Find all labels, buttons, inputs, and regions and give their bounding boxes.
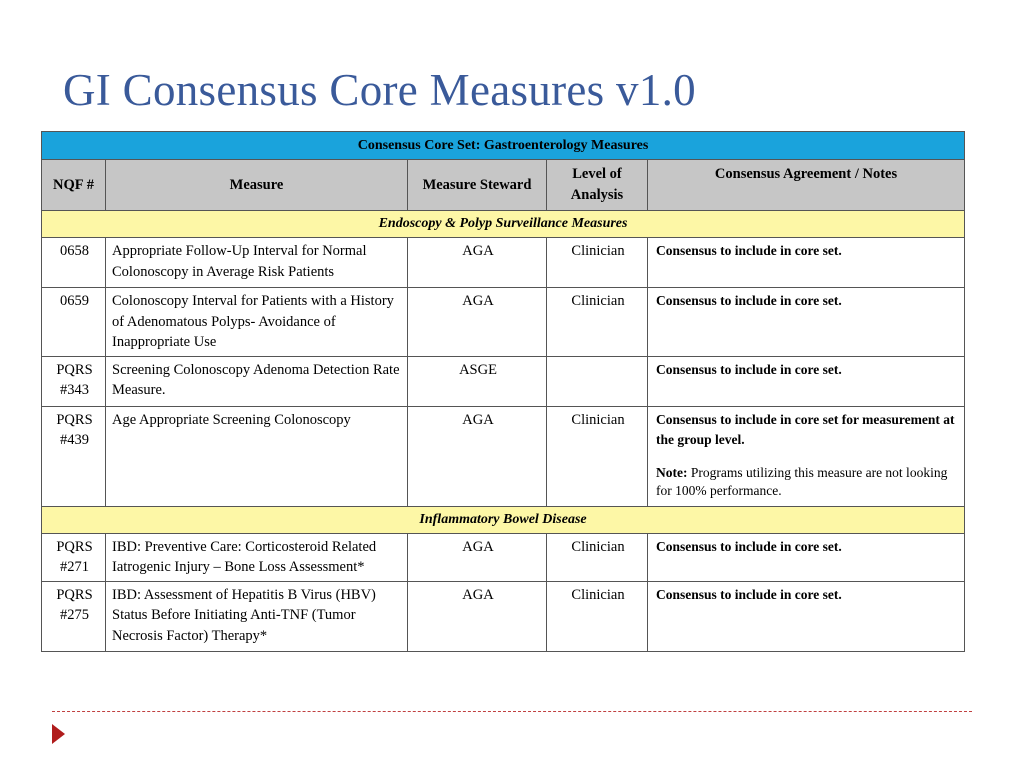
cell-notes bbox=[648, 406, 965, 506]
slide-title: GI Consensus Core Measures v1.0 bbox=[63, 65, 696, 115]
cell-nqf: 0658 bbox=[42, 238, 106, 288]
cell-measure: IBD: Assessment of Hepatitis B Virus (HBV) Status Before Initiating Anti-TNF (Tumor Necrosis Factor) Therapy* bbox=[106, 581, 408, 651]
measures-table bbox=[41, 131, 965, 652]
cell-measure: Age Appropriate Screening Colonoscopy bbox=[106, 406, 408, 506]
cell-measure: IBD: Preventive Care: Corticosteroid Related Iatrogenic Injury – Bone Loss Assessment* bbox=[106, 533, 408, 581]
cell-notes: Consensus to include in core set. bbox=[648, 238, 965, 288]
cell-nqf: PQRS #439 bbox=[42, 406, 106, 506]
section-title: Inflammatory Bowel Disease bbox=[42, 506, 965, 533]
cell-level: Clinician bbox=[547, 238, 648, 288]
table-banner-row bbox=[42, 132, 965, 160]
table-banner: Consensus Core Set: Gastroenterology Measures bbox=[42, 132, 965, 160]
header-notes: Consensus Agreement / Notes bbox=[648, 160, 965, 211]
note-label: Note: bbox=[656, 464, 688, 480]
section-title: Endoscopy & Polyp Surveillance Measures bbox=[42, 211, 965, 238]
cell-nqf: 0659 bbox=[42, 288, 106, 357]
cell-measure: Colonoscopy Interval for Patients with a History of Adenomatous Polyps- Avoidance of Inappropriate Use bbox=[106, 288, 408, 357]
cell-steward: AGA bbox=[408, 581, 547, 651]
cell-nqf: PQRS #275 bbox=[42, 581, 106, 651]
cell-steward: AGA bbox=[408, 288, 547, 357]
table-row bbox=[42, 238, 965, 288]
cell-nqf: PQRS #343 bbox=[42, 356, 106, 406]
table-row bbox=[42, 288, 965, 357]
note-block bbox=[656, 464, 960, 500]
cell-steward: AGA bbox=[408, 533, 547, 581]
cell-measure: Screening Colonoscopy Adenoma Detection Rate Measure. bbox=[106, 356, 408, 406]
column-header-row bbox=[42, 160, 965, 211]
cell-level: Clinician bbox=[547, 581, 648, 651]
table-row bbox=[42, 581, 965, 651]
section-row-endoscopy bbox=[42, 211, 965, 238]
triangle-right-icon bbox=[52, 724, 65, 744]
footer-divider bbox=[52, 711, 972, 712]
cell-level: Clinician bbox=[547, 533, 648, 581]
cell-notes: Consensus to include in core set. bbox=[648, 288, 965, 357]
cell-measure: Appropriate Follow-Up Interval for Normal Colonoscopy in Average Risk Patients bbox=[106, 238, 408, 288]
cell-level: Clinician bbox=[547, 288, 648, 357]
table-row bbox=[42, 356, 965, 406]
cell-level: Clinician bbox=[547, 406, 648, 506]
table-row bbox=[42, 533, 965, 581]
cell-notes: Consensus to include in core set. bbox=[648, 533, 965, 581]
cell-notes: Consensus to include in core set. bbox=[648, 356, 965, 406]
cell-steward: ASGE bbox=[408, 356, 547, 406]
cell-level bbox=[547, 356, 648, 406]
note-text: Programs utilizing this measure are not looking for 100% performance. bbox=[656, 464, 948, 498]
cell-notes: Consensus to include in core set. bbox=[648, 581, 965, 651]
cell-steward: AGA bbox=[408, 238, 547, 288]
header-measure: Measure bbox=[106, 160, 408, 211]
header-nqf: NQF # bbox=[42, 160, 106, 211]
section-row-ibd bbox=[42, 506, 965, 533]
header-steward: Measure Steward bbox=[408, 160, 547, 211]
cell-nqf: PQRS #271 bbox=[42, 533, 106, 581]
header-level: Level of Analysis bbox=[547, 160, 648, 211]
notes-text: Consensus to include in core set for measurement at the group level. bbox=[656, 411, 955, 447]
table-row bbox=[42, 406, 965, 506]
cell-steward: AGA bbox=[408, 406, 547, 506]
